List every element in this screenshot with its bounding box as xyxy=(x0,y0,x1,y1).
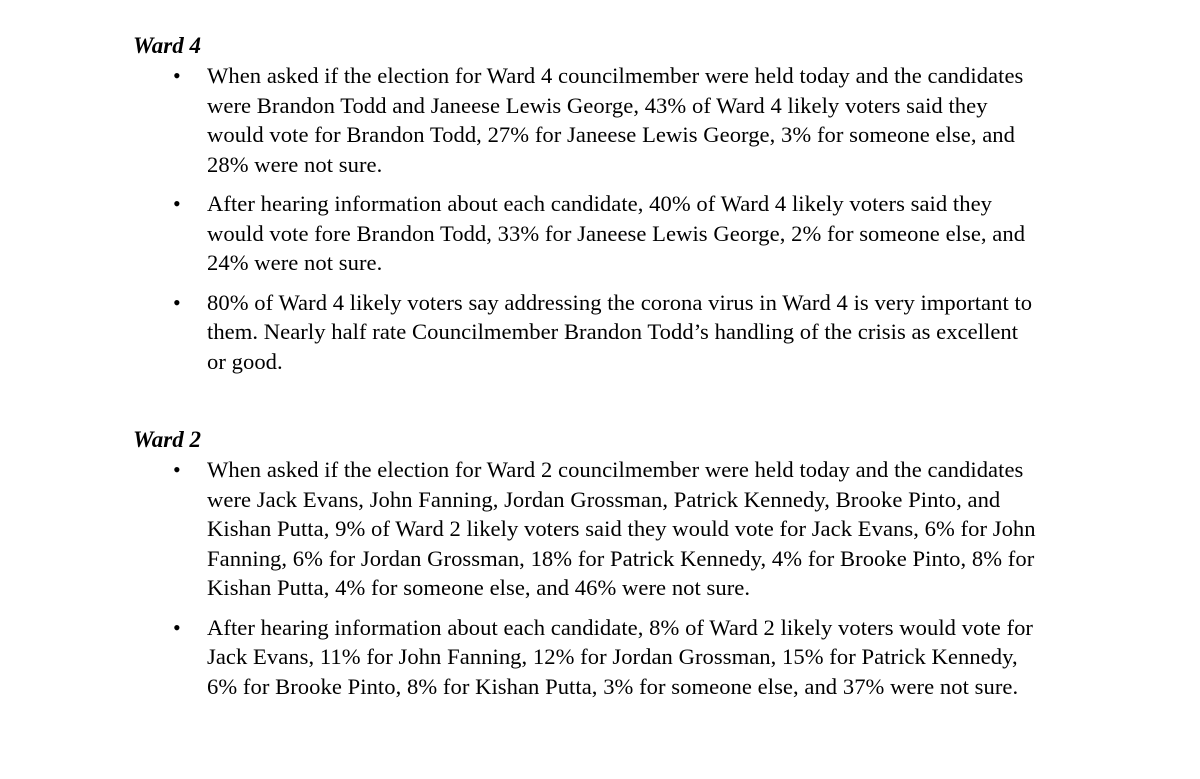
bullet-text: When asked if the election for Ward 2 councilmember were held today and the candidates were Jack Evans, John Fanning, Jordan Grossman, Patrick Kennedy, Brooke Pinto, and Kishan Putta, 9% of Ward 2 likely voters said they would vote for Jack Evans, 6% for John Fanning, 6% for Jordan Grossman, 18% for Patrick Kennedy, 4% for Brooke Pinto, 8% for Kishan Putta, 4% for someone else, and 46% were not sure. xyxy=(207,457,1036,600)
bullet-icon: • xyxy=(173,63,181,88)
bullet-icon: • xyxy=(173,191,181,216)
bullet-text: 80% of Ward 4 likely voters say addressing the corona virus in Ward 4 is very important to them. Nearly half rate Councilmember Brandon Todd’s handling of the crisis as excellent or good. xyxy=(207,289,1033,374)
bullet-item xyxy=(0,61,1200,179)
bullet-item xyxy=(0,189,1200,278)
bullet-item xyxy=(0,613,1200,702)
bullet-list xyxy=(0,61,1200,376)
bullet-list xyxy=(0,455,1200,701)
bullet-item xyxy=(0,455,1200,603)
bullet-item xyxy=(0,288,1200,377)
section-heading: Ward 4 xyxy=(133,33,201,58)
bullet-icon: • xyxy=(173,614,181,640)
section-heading: Ward 2 xyxy=(133,427,201,452)
bullet-icon: • xyxy=(173,289,181,315)
bullet-text: When asked if the election for Ward 4 councilmember were held today and the candidates were Brandon Todd and Janeese Lewis George, 43% of Ward 4 likely voters said they would vote for Brandon Todd, 27% for Janeese Lewis George, 3% for someone else, and 28% were not sure. xyxy=(207,63,1024,177)
bullet-text: After hearing information about each candidate, 8% of Ward 2 likely voters would vote for Jack Evans, 11% for John Fanning, 12% for Jordan Grossman, 15% for Patrick Kennedy, 6% for Brooke Pinto, 8% for Kishan Putta, 3% for someone else, and 37% were not sure. xyxy=(207,614,1033,699)
bullet-icon: • xyxy=(173,457,181,482)
bullet-text: After hearing information about each candidate, 40% of Ward 4 likely voters said they would vote fore Brandon Todd, 33% for Janeese Lewis George, 2% for someone else, and 24% were not sure. xyxy=(207,191,1026,275)
